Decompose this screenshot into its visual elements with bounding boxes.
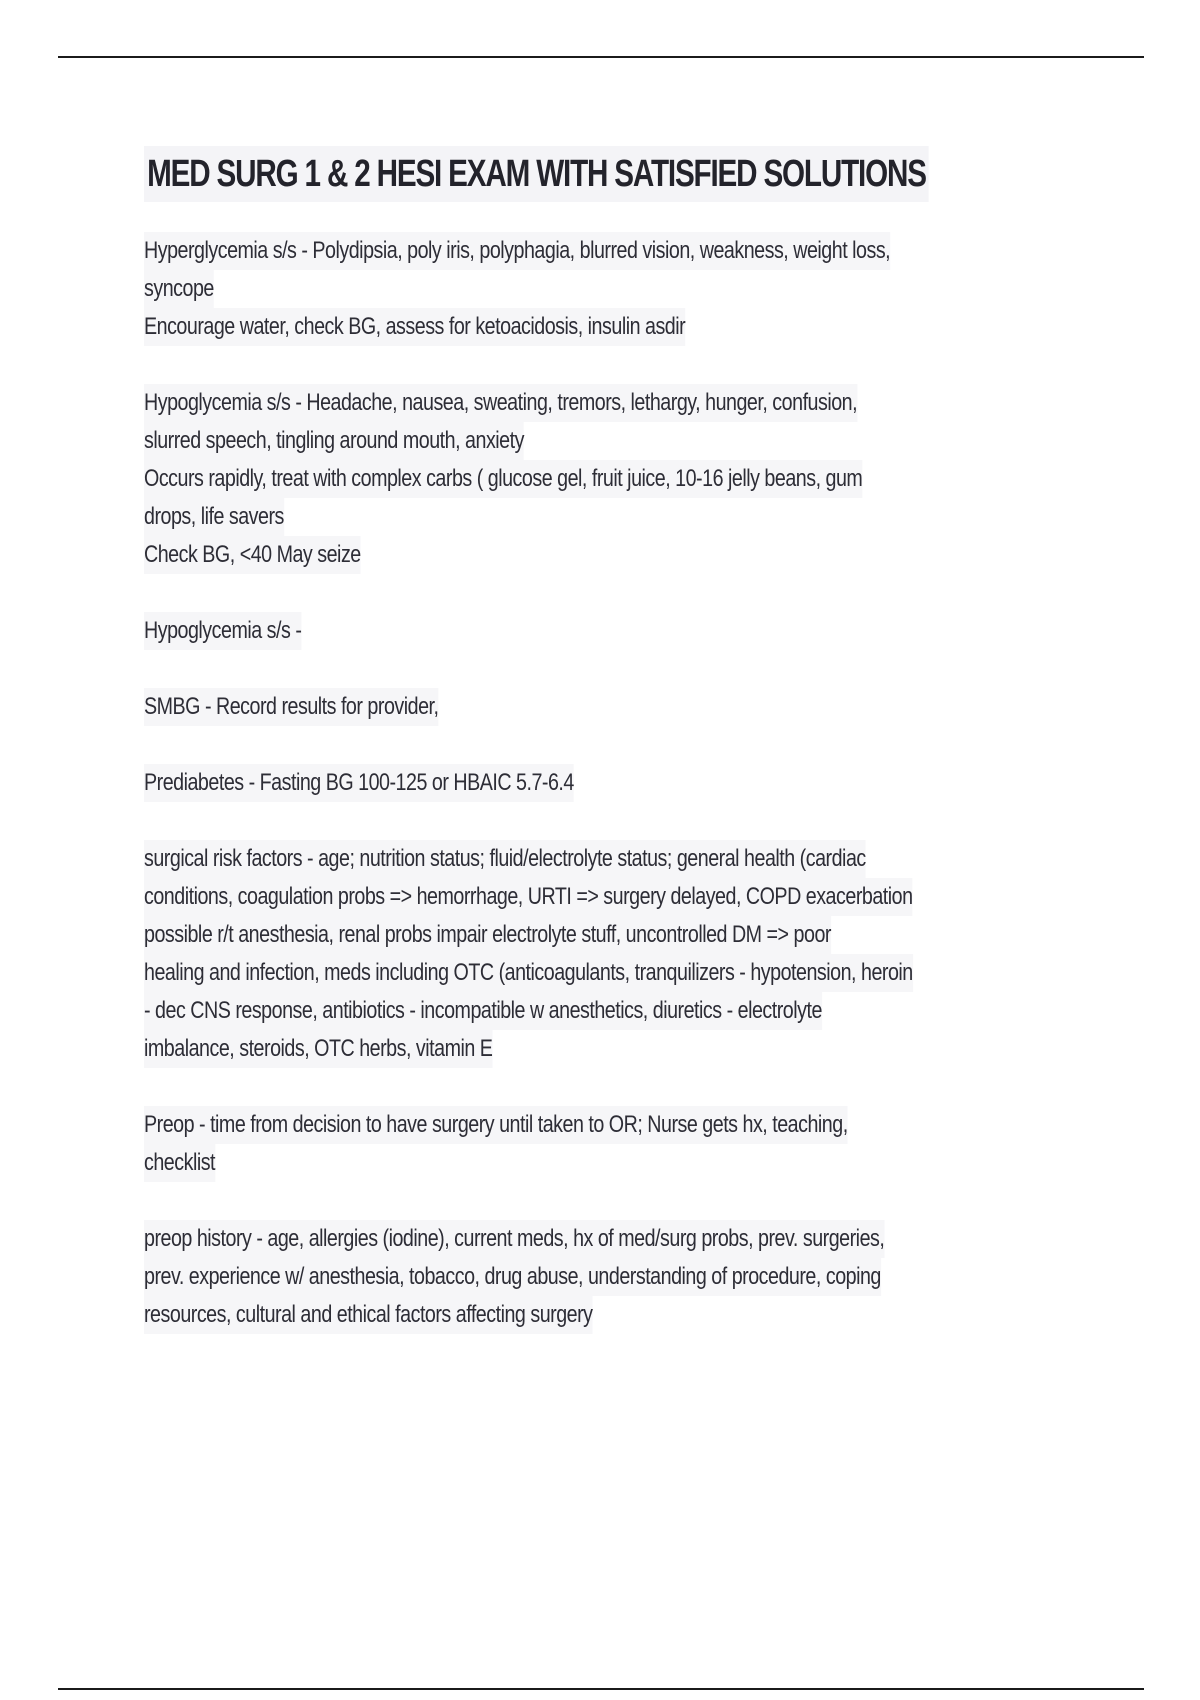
text-line: conditions, coagulation probs => hemorrhage, URTI => surgery delayed, COPD exacerbation bbox=[144, 878, 913, 916]
top-divider bbox=[58, 56, 1144, 58]
text-line: Hyperglycemia s/s - Polydipsia, poly iris, polyphagia, blurred vision, weakness, weight loss, bbox=[144, 232, 890, 270]
paragraph bbox=[144, 1106, 1094, 1182]
text-line: imbalance, steroids, OTC herbs, vitamin E bbox=[144, 1030, 492, 1068]
bottom-divider bbox=[58, 1688, 1144, 1690]
document-body bbox=[144, 232, 1094, 1334]
text-line: Occurs rapidly, treat with complex carbs ( glucose gel, fruit juice, 10-16 jelly beans, gum bbox=[144, 460, 862, 498]
text-line: surgical risk factors - age; nutrition status; fluid/electrolyte status; general health (cardiac bbox=[144, 840, 866, 878]
text-line: Hypoglycemia s/s - Headache, nausea, sweating, tremors, lethargy, hunger, confusion, bbox=[144, 384, 857, 422]
text-line: resources, cultural and ethical factors affecting surgery bbox=[144, 1296, 593, 1334]
text-line: Hypoglycemia s/s - bbox=[144, 612, 301, 650]
document-title: MED SURG 1 & 2 HESI EXAM WITH SATISFIED SOLUTIONS bbox=[144, 146, 929, 202]
text-line: Encourage water, check BG, assess for ketoacidosis, insulin asdir bbox=[144, 308, 685, 346]
paragraph bbox=[144, 840, 1094, 1068]
text-line: slurred speech, tingling around mouth, anxiety bbox=[144, 422, 524, 460]
text-line: checklist bbox=[144, 1144, 215, 1182]
paragraph bbox=[144, 232, 1094, 346]
paragraph bbox=[144, 688, 1094, 726]
text-line: healing and infection, meds including OTC (anticoagulants, tranquilizers - hypotension, heroin bbox=[144, 954, 913, 992]
paragraph bbox=[144, 612, 1094, 650]
text-line: syncope bbox=[144, 270, 214, 308]
document-content bbox=[144, 146, 1094, 1372]
text-line: prev. experience w/ anesthesia, tobacco, drug abuse, understanding of procedure, coping bbox=[144, 1258, 881, 1296]
text-line: Prediabetes - Fasting BG 100-125 or HBAIC 5.7-6.4 bbox=[144, 764, 574, 802]
text-line: drops, life savers bbox=[144, 498, 284, 536]
paragraph bbox=[144, 384, 1094, 574]
text-line: preop history - age, allergies (iodine), current meds, hx of med/surg probs, prev. surgeries, bbox=[144, 1220, 884, 1258]
paragraph bbox=[144, 1220, 1094, 1334]
text-line: SMBG - Record results for provider, bbox=[144, 688, 438, 726]
text-line: Preop - time from decision to have surgery until taken to OR; Nurse gets hx, teaching, bbox=[144, 1106, 848, 1144]
text-line: possible r/t anesthesia, renal probs impair electrolyte stuff, uncontrolled DM => poor bbox=[144, 916, 831, 954]
text-line: - dec CNS response, antibiotics - incompatible w anesthetics, diuretics - electrolyte bbox=[144, 992, 822, 1030]
text-line: Check BG, <40 May seize bbox=[144, 536, 361, 574]
paragraph bbox=[144, 764, 1094, 802]
